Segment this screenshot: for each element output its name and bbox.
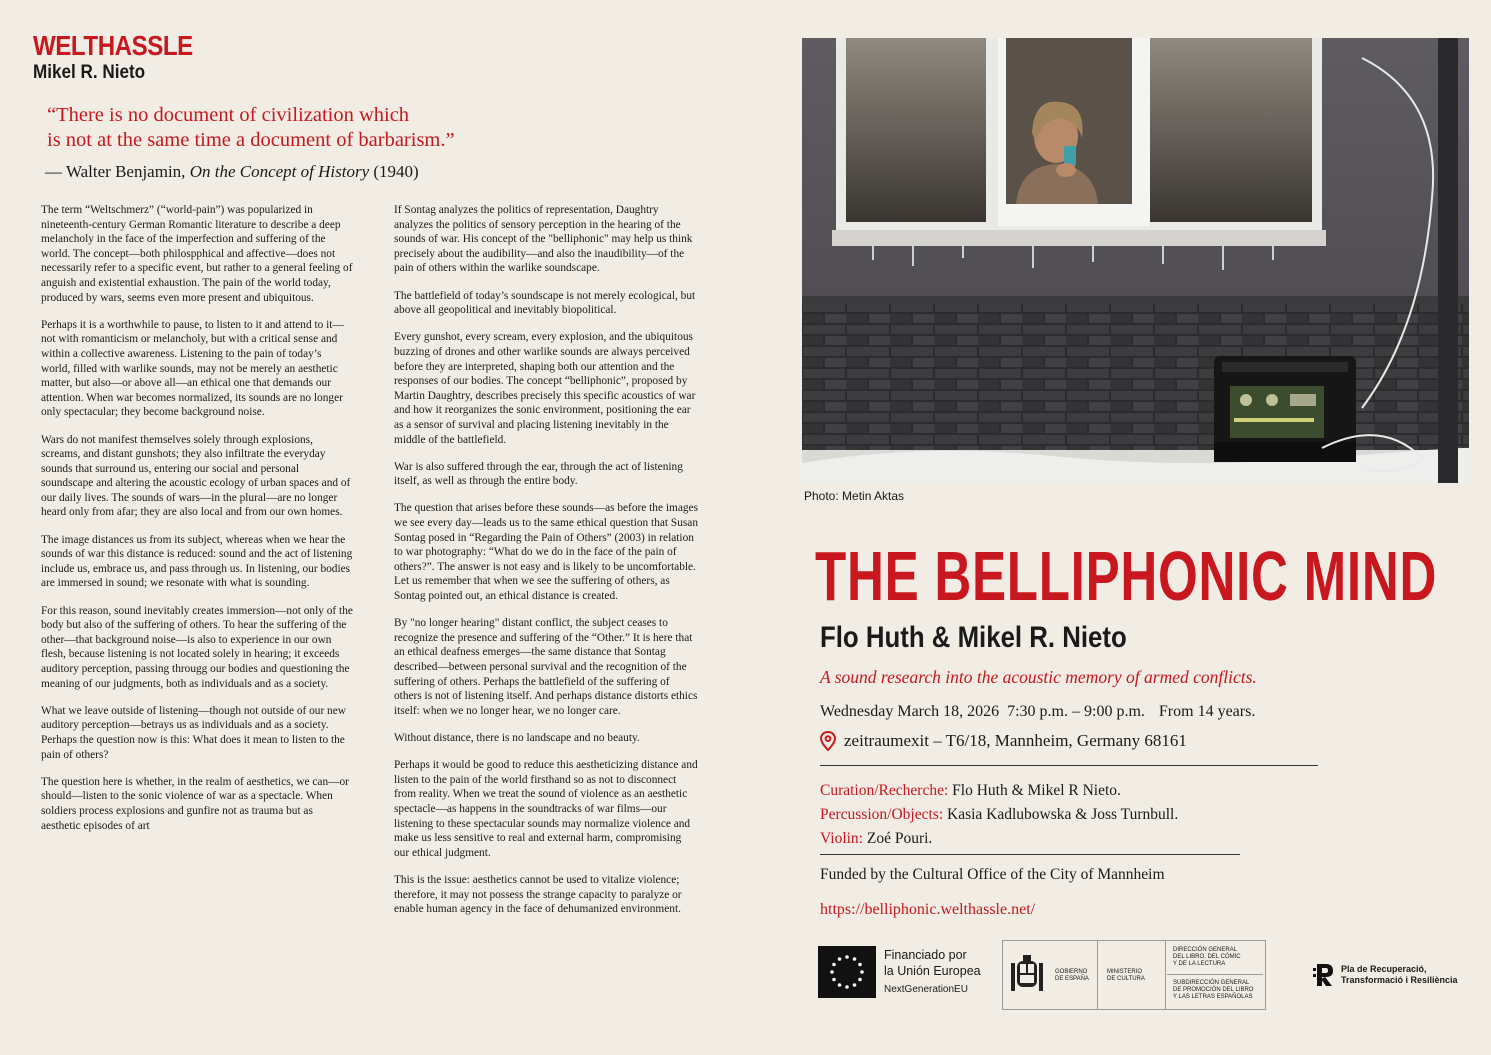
credit-line — [820, 803, 1178, 827]
paragraph: By "no longer hearing" distant conflict, the subject ceases to recognize the presence and suffering of the “Other.” It is here that an ethical deafness emerges—the same distance that Sontag described—between personal survival and the recognition of the suffering of others. Perhaps the battlefield of the suffering of others is not of listening itself. And perhaps distance distorts ethics itself: when we no longer hear, we no longer care. — [394, 617, 698, 717]
essay-column-2 — [394, 203, 699, 929]
dg-label — [1173, 947, 1241, 968]
sg-line-2: DE PROMOCIÓN DEL LIBRO — [1173, 987, 1254, 993]
logo-divider — [1097, 941, 1098, 1009]
event-venue — [820, 731, 1187, 751]
credit-line — [820, 779, 1178, 803]
cite-prefix: — Walter Benjamin, — [45, 162, 190, 181]
quote-citation — [45, 162, 607, 182]
paragraph: The image distances us from its subject, whereas when we hear the sounds of war this distance is reduced: sound and the act of listening include us, embrace us, and pass through us. In listening, our bodies are immersed in sound; we resonate with what is sounding. — [41, 533, 353, 590]
photo-credit: Photo: Metin Aktas — [804, 489, 905, 503]
event-date-time: Wednesday March 18, 2026 7:30 p.m. – 9:00 p.m. — [820, 703, 1145, 720]
prr-line-2: Transformació i Resiliència — [1341, 975, 1458, 985]
venue-text: zeitraumexit – T6/18, Mannheim, Germany 68161 — [844, 731, 1187, 750]
photo-woman-at-window-with-generator — [802, 38, 1469, 483]
gov-line-2: DE ESPAÑA — [1055, 976, 1089, 982]
eu-funding-logo — [818, 946, 981, 998]
coat-of-arms-icon — [1011, 953, 1043, 997]
eu-funding-text — [884, 947, 981, 998]
ministry-label — [1107, 969, 1145, 983]
paragraph: What we leave outside of listening—though not outside of our new auditory perception—betrays us as individuals and as a society. Perhaps the question now is this: What does it mean to listen to the pain of others? — [41, 704, 346, 761]
eu-star-icon — [858, 963, 862, 967]
logo-divider — [1167, 974, 1263, 975]
dg-line-3: Y DE LA LECTURA — [1173, 961, 1226, 967]
funding-note: Funded by the Cultural Office of the City of Mannheim — [820, 866, 1165, 883]
quote-line-2: is not at the same time a document of barbarism.” — [47, 129, 455, 151]
credit-role: Curation/Recherche: — [820, 782, 949, 799]
eu-star-icon — [830, 970, 834, 974]
essay-column-1 — [41, 203, 353, 846]
credit-name: Zoé Pouri. — [866, 830, 933, 847]
website-link[interactable]: https://belliphonic.welthassle.net/ — [820, 901, 1036, 918]
eu-star-icon — [832, 978, 836, 982]
eu-line-3: NextGenerationEU — [884, 983, 968, 995]
eu-star-icon — [858, 978, 862, 982]
sg-line-1: SUBDIRECCIÓN GENERAL — [1173, 980, 1250, 986]
eu-line-1: Financiado por — [884, 947, 967, 962]
epigraph — [47, 103, 607, 182]
gov-line-1: GOBIERNO — [1055, 969, 1088, 975]
paragraph: The battlefield of today’s soundscape is not merely ecological, but above all geopolitical and inevitably biopolitical. — [394, 289, 696, 317]
event-title: THE BELLIPHONIC MIND — [815, 537, 1438, 615]
paragraph: The question that arises before these sounds—as before the images we see every day—leads us to the same ethical question that Susan Sontag posed in “Regarding the Pain of Others” (2003) in relation to war photography: “What do we do in the face of the pain of others?”. The answer is not easy and is likely to be uncomfortable. Let us remember that when we see the suffering of others, as Sontag pointed out, an ethical distance is created. — [394, 502, 698, 603]
paragraph: War is also suffered through the ear, through the act of listening itself, as well as through the entire body. — [394, 460, 683, 488]
paragraph: The term “Weltschmerz” (“world-pain”) was popularized in nineteenth-century German Romantic literature to describe a deep melancholy in the face of the imperfection and suffering of the world. The concept—both philospphical and affective—does not necessarily refer to a specific event, but rather to a general feeling of anguish and existential exhaustion. The pain of the world today, produced by wars, seems even more present and ubiquitous. — [41, 204, 353, 304]
cite-year: (1940) — [369, 162, 419, 181]
credit-role: Violin: — [820, 830, 863, 847]
eu-star-icon — [838, 983, 842, 987]
paragraph: If Sontag analyzes the politics of representation, Daughtry analyzes the politics of sensory perception in the hearing of the sounds of war. His concept of the "belliphonic" may help us think precisely about the audibility—and also the inaudibility—of the pain of others within the warlike soundscape. — [394, 204, 693, 275]
paragraph: Perhaps it is a worthwhile to pause, to listen to it and attend to it—not with romanticism or melancholy, but with a critical sense and within a collective awareness. Listening to the pain of today’s world, filled with warlike sounds, may not be merely an aesthetic matter, but also—or above all—an ethical one that demands our attention. When war becomes normalized, its sounds are no longer only spectacular; they become background noise. — [41, 318, 344, 419]
cite-work: On the Concept of History — [189, 162, 370, 181]
eu-star-icon — [845, 985, 849, 989]
paragraph: Without distance, there is no landscape and no beauty. — [394, 731, 640, 744]
eu-star-icon — [853, 983, 857, 987]
event-date — [820, 703, 1255, 721]
credit-name: Flo Huth & Mikel R Nieto. — [952, 782, 1121, 799]
paragraph: Perhaps it would be good to reduce this aestheticizing distance and listen to the pain of the world firsthand so as not to disconnect from reality. When we treat the sound of violence as an aesthetic spectacle—as happens in the soundtracks of war films—our listening to these spectacular sounds may normalize violence and make us less sensitive to real and external harm, compromising our ethical judgment. — [394, 759, 698, 859]
quote-line-1: “There is no document of civilization which — [47, 104, 410, 126]
credit-name: Kasia Kadlubowska & Joss Turnbull. — [947, 806, 1179, 823]
paragraph: Wars do not manifest themselves solely through explosions, screams, and distant gunshots; they also infiltrate the everyday sounds that surround us, entering our social and personal soundscape and altering the acoustic ecology of urban spaces and of our daily lives. The sounds of wars—in the plural—are no longer heard only from afar; they are also local and from our own homes. — [41, 433, 351, 519]
paragraph: The question here is whether, in the realm of aesthetics, we can—or should—listen to the sonic violence of war as a spectacle. When soldiers process explosions and gunfire not as trauma but as aesthetic episodes of art — [41, 775, 349, 832]
spanish-ministry-logo — [1002, 940, 1266, 1010]
paragraph: Every gunshot, every scream, every explosion, and the ubiquitous buzzing of drones and other warlike sounds are always perceived before they are interpreted, shaping both our attention and the responses of our bodies. The concept “belliphonic”, proposed by Martin Daughtry, describes precisely this specific acoustics of war and how it reorganizes the sonic environment, positioning the ear as a sensor of survival and placing listening inevitably in the middle of the battlefield. — [394, 331, 696, 446]
brand-title: WELTHASSLE — [33, 30, 193, 61]
event-age: From 14 years. — [1158, 703, 1256, 720]
map-pin-icon — [820, 731, 836, 751]
brand-author: Mikel R. Nieto — [33, 62, 146, 83]
min-line-1: MINISTERIO — [1107, 969, 1143, 975]
eu-star-icon — [853, 957, 857, 961]
event-artists: Flo Huth & Mikel R. Nieto — [820, 621, 1127, 654]
event-tagline: A sound research into the acoustic memory of armed conflicts. — [820, 667, 1257, 687]
eu-star-icon — [860, 970, 864, 974]
eu-star-icon — [832, 963, 836, 967]
dg-line-2: DEL LIBRO, DEL CÓMIC — [1173, 954, 1241, 960]
prr-line-1: Pla de Recuperació, — [1341, 964, 1427, 974]
recovery-plan-logo — [1313, 962, 1458, 988]
credits-list — [820, 779, 1178, 851]
dg-line-1: DIRECCIÓN GENERAL — [1173, 947, 1238, 953]
credit-role: Percussion/Objects: — [820, 806, 944, 823]
eu-line-2: la Unión Europea — [884, 963, 981, 978]
logo-divider — [1165, 941, 1166, 1009]
eu-flag-icon — [818, 946, 876, 998]
eu-star-icon — [838, 957, 842, 961]
sg-line-3: Y LAS LETRAS ESPAÑOLAS — [1173, 994, 1253, 1000]
gov-label — [1055, 969, 1089, 983]
min-line-2: DE CULTURA — [1107, 976, 1145, 982]
prtr-r-icon — [1313, 962, 1335, 988]
divider — [820, 765, 1318, 766]
paragraph: For this reason, sound inevitably creates immersion—not only of the body but also of the suffering of others. To hear the suffering of the other—that background noise—is also to experience in our own flesh, because listening is not located solely in hearing; it exceeds auditory perception, passing througg our bodies and questioning the meaning of our judgments, both as individuals and as a society. — [41, 604, 353, 690]
credit-line — [820, 827, 1178, 851]
recovery-plan-text — [1341, 964, 1458, 986]
paragraph: This is the issue: aesthetics cannot be used to vitalize violence; therefore, it may not possess the strange capacity to paralyze or enable human agency in the face of dehumanized environment. — [394, 873, 682, 916]
eu-star-icon — [845, 955, 849, 959]
brand-header — [33, 30, 219, 84]
sg-label — [1173, 980, 1253, 1001]
divider — [820, 854, 1240, 855]
